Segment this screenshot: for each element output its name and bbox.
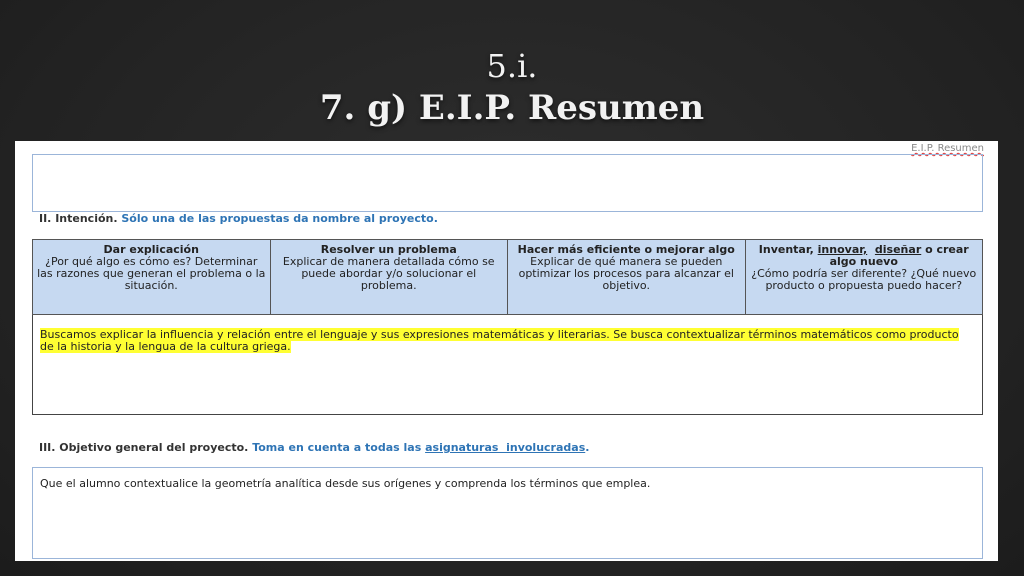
option-body: ¿Cómo podría ser diferente? ¿Qué nuevo producto o propuesta puedo hacer? [751,267,977,292]
option-cell-explain [33,240,271,315]
section-objective-hint: Toma en cuenta a todas las [252,441,426,454]
option-heading-underlined: innovar, [817,243,868,256]
objective-answer-text: Que el alumno contextualice la geometría analítica desde sus orígenes y comprenda los términos que emplea. [40,477,651,490]
option-heading-underlined: diseñar [874,243,922,256]
section-objective-link[interactable]: asignaturas involucradas [425,441,586,454]
intention-answer-box [32,315,983,415]
objective-answer-box [32,467,983,559]
document-page [15,141,998,561]
intention-options-table [32,239,983,315]
intention-answer-text [40,329,974,353]
option-heading-part: o crear algo nuevo [829,243,969,268]
section-objective-heading [39,441,589,454]
top-empty-box [32,154,983,212]
option-body: Explicar de manera detallada cómo se puede abordar y/o solucionar el problema. [282,255,495,292]
option-heading: Dar explicación [103,243,199,256]
option-heading-part: Inventar, [758,243,818,256]
document-header-tag: E.I.P. Resumen [911,143,984,154]
option-cell-solve [270,240,508,315]
option-body: Explicar de qué manera se pueden optimizar los procesos para alcanzar el objetivo. [518,255,734,292]
section-intention-heading [39,212,438,225]
option-heading: Hacer más eficiente o mejorar algo [517,243,735,256]
slide-number: 5.i. [486,47,538,85]
section-intention-hint: Sólo una de las propuestas da nombre al proyecto. [121,212,438,225]
slide-title: 7. g) E.I.P. Resumen [319,87,705,128]
section-objective-label: III. Objetivo general del proyecto. [39,441,249,454]
option-cell-improve [508,240,746,315]
slide-title-block [0,48,1024,128]
option-heading [750,244,979,268]
section-objective-end: . [585,441,590,454]
option-body: ¿Por qué algo es cómo es? Determinar las razones que generan el problema o la situación. [37,255,266,292]
highlighted-answer: Buscamos explicar la influencia y relación entre el lenguaje y sus expresiones matemáticas y literarias. Se busca contextualizar términos matemáticos como producto de la historia y la lengua de la cultura griega. [40,328,959,353]
section-intention-label: II. Intención. [39,212,118,225]
option-cell-invent [745,240,983,315]
option-heading: Resolver un problema [320,243,457,256]
